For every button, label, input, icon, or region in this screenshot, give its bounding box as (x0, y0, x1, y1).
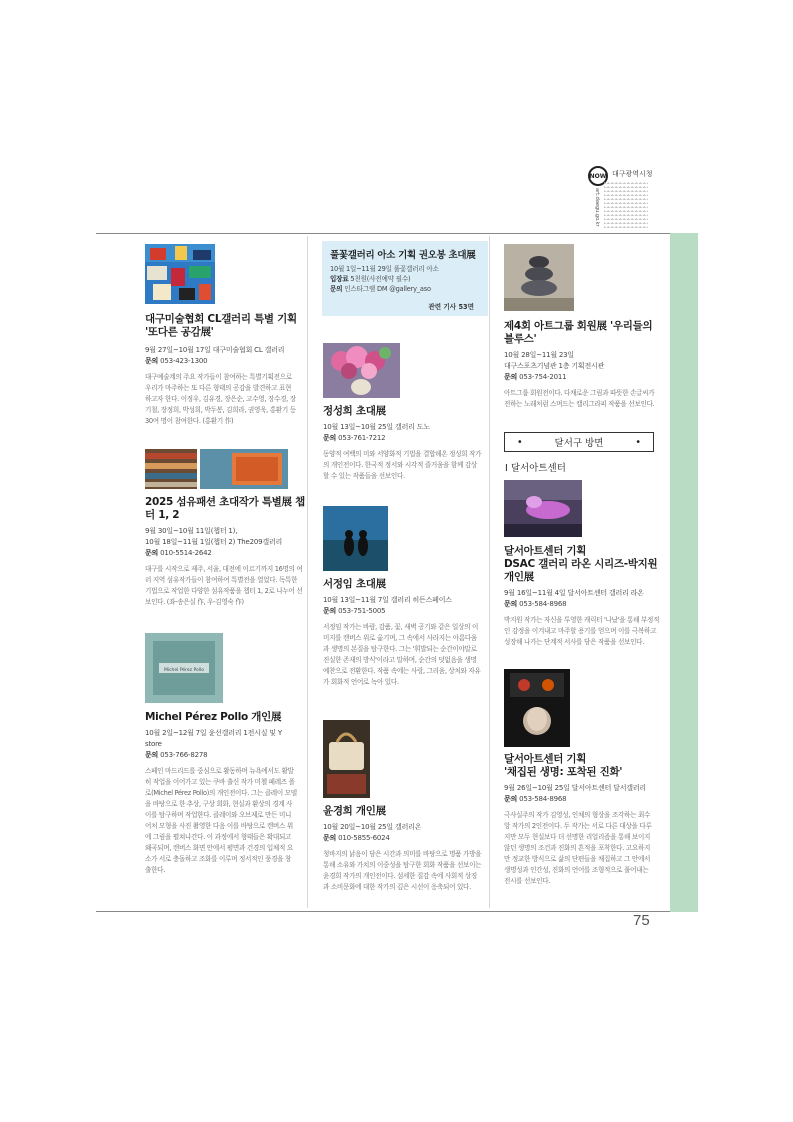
entry-date: 대구스포츠기념관 1층 기획전시관 (504, 362, 605, 370)
entry-title: DSAC 갤러리 라온 시리즈-박지원 개인展 (504, 558, 658, 583)
exhibition-entry (145, 496, 305, 608)
contact-phone[interactable]: 010-5514-2642 (160, 549, 212, 557)
artwork-image (323, 720, 370, 798)
contact-label: 문의 (145, 357, 159, 365)
entry-date: 10월 13일~11월 7일 갤러리 히든스페이스 (323, 596, 452, 604)
district-label: 달서구 방면 (554, 438, 604, 449)
side-accent-bar (670, 233, 698, 912)
contact-label: 문의 (504, 373, 518, 381)
promo-date: 10월 1일~11월 29일 풀꽃갤러리 아소 (330, 265, 439, 273)
exhibition-entry (145, 313, 297, 427)
entry-date: 10월 18일~11월 1일(챕터 2) The209갤러리 (145, 538, 283, 546)
exhibition-entry (323, 578, 483, 688)
district-heading (504, 432, 654, 452)
artwork-image (145, 633, 223, 703)
entry-date: 10월 20일~10월 25일 갤러리온 (323, 823, 422, 831)
entry-date: 9월 26일~10월 25일 달서아트센터 달서갤러리 (504, 784, 646, 792)
entry-description: 청바지의 낡음이 담은 시간과 의미를 바탕으로 명품 가방을 통해 소유와 가치의 이중성을 탐구한 회화 작품을 선보이는 윤경희 작가의 개인전이다. 섬세한 질감 속에 사회적 상징과 소비문화에 대한 작가의 깊은 시선이 응축되어 있다. (323, 850, 482, 891)
entry-description: 동양적 여백의 미와 서양화적 기법을 결합해온 정성희 작가의 개인전이다. 한국적 정서와 시각적 즐거움을 함께 감상할 수 있는 작품들을 선보인다. (323, 450, 482, 480)
entry-date: 9월 30일~10월 11일(챕터 1), (145, 527, 238, 535)
contact-label: 문의 (330, 285, 343, 293)
contact-phone[interactable]: 053-584-8968 (519, 600, 567, 608)
contact-phone[interactable]: 053-584-8968 (519, 795, 567, 803)
now-logo-icon: NOW (588, 166, 608, 186)
contact-instagram[interactable]: 인스타그램 DM @gallery_aso (344, 285, 431, 293)
contact-label: 문의 (145, 751, 159, 759)
contact-phone[interactable]: 053-423-1300 (160, 357, 208, 365)
contact-phone[interactable]: 053-754-2011 (519, 373, 567, 381)
entry-title: 윤경희 개인展 (323, 805, 386, 817)
column-divider (307, 236, 308, 908)
entry-date: 10월 13일~10월 25일 갤러리 도노 (323, 423, 430, 431)
entry-title: 달서아트센터 기획 (504, 545, 587, 557)
bottom-divider (96, 911, 670, 912)
entry-date: 10월 2일~12월 7일 윤선갤러리 1전시실 및 Y store (145, 729, 282, 748)
exhibition-entry (323, 805, 483, 893)
artwork-image (200, 449, 288, 489)
exhibition-entry (504, 545, 664, 648)
admission-value: 5천원(사전예약 필수) (350, 275, 411, 283)
entry-title: Michel Pérez Pollo 개인展 (145, 711, 282, 723)
entry-title: '또다른 공감展' (145, 326, 214, 338)
exhibition-entry (504, 320, 656, 410)
promo-details (330, 264, 484, 294)
bullet: • (635, 436, 641, 448)
column-divider (489, 236, 490, 908)
entry-title: 제4회 아트그룹 회원展 '우리들의 블루스' (504, 320, 653, 345)
image-caption-text: Michel Pérez Pollo (163, 668, 205, 673)
entry-title: 2025 섬유패션 초대작가 특별展 챕터 1, 2 (145, 496, 305, 521)
entry-date: 9월 27일~10월 17일 대구미술협회 CL 갤러리 (145, 346, 285, 354)
entry-description: 극사실주의 작가 김영성, 인체의 형상을 조각하는 최수앙 작가의 2인전이다. 두 작가는 서로 다른 대상을 다루지만 모두 현실보다 더 선명한 리얼리즘을 통해 보이지 않던 생명의 조건과 진화의 흔적을 포착한다. 고요하지만 정교한 방식으로 삶의 단편들을 채집하고 그 안에서 생명성과 인간성, 진화의 언어를 조형적으로 풀어내는 전시를 선보인다. (504, 811, 652, 885)
entry-date: 10월 28일~11월 23일 (504, 351, 574, 359)
badge-caption: art.daegu.go.kr (594, 188, 600, 227)
entry-title: 대구미술협회 CL갤러리 특별 기획 (145, 313, 297, 325)
artwork-image (504, 480, 582, 537)
contact-phone[interactable]: 053-761-7212 (338, 434, 386, 442)
promo-title: 풀꽃갤러리 아소 기획 권오봉 초대展 (330, 250, 476, 261)
venue-subheading: I 달서아트센터 (505, 463, 566, 474)
artwork-image (145, 244, 215, 304)
bullet: • (517, 436, 523, 448)
exhibition-entry (504, 753, 656, 887)
artwork-image (504, 244, 574, 311)
contact-phone[interactable]: 010-5855-6024 (338, 834, 390, 842)
entry-title: 달서아트센터 기획 (504, 753, 587, 765)
contact-phone[interactable]: 053-766-8278 (160, 751, 208, 759)
entry-description: 서정임 작가는 바람, 감품, 꽃, 새벽 공기와 같은 일상의 이미지를 캔버스 위로 옮기며, 그 속에서 사라지는 아름다움과 생명의 본질을 탐구한다. 그는 '휘발되는 순간이야말로 진실한 존재의 방식'이라고 말하며, 순간의 덧없음을 생명 예찬으로 전환한다. 작품 속에는 사랑, 그리움, 상처와 자유가 회화적 언어로 녹아 있다. (323, 623, 481, 686)
contact-label: 문의 (504, 795, 518, 803)
related-article-link[interactable]: 관련 기사 53면 (428, 303, 474, 311)
entry-description: 박지원 작가는 자신을 투영한 캐릭터 '나났'을 통해 부정적인 감정을 이겨내고 마주할 용기를 얻으며 이를 극복하고 성장해 나가는 단계적 서사를 담은 작품을 선보인다. (504, 616, 660, 646)
exhibition-entry (323, 405, 483, 482)
contact-label: 문의 (323, 434, 337, 442)
entry-title: '채집된 생명: 포착된 진화' (504, 766, 623, 778)
contact-label: 문의 (323, 834, 337, 842)
entry-description: 스페인 마드리드를 중심으로 활동하며 뉴욕에서도 활발히 작업을 이어가고 있는 쿠바 출신 작가 미첼 페레즈 폴로(Michel Pérez Pollo)의 개인전이다. 그는 클레이 모델을 바탕으로 한 추상, 구상 회화, 현실과 환상의 경계 사이를 탐구하며 작업한다. 클레이와 오브제로 만든 미니어처 모형을 사진 촬영한 다음 이를 바탕으로 캔버스 위에 그림을 펼쳐나간다. 이 과정에서 형태들은 확대되고 왜곡되며, 캔버스 화면 안에서 평면과 건경의 입체적 요소가 서로 충돌하고 조화를 이루며 정서적인 풍경을 창출한다. (145, 767, 297, 874)
top-divider (96, 233, 670, 234)
entry-title: 서정임 초대展 (323, 578, 386, 590)
badge-title: 대구광역시청 (612, 170, 653, 178)
qr-code-icon[interactable] (604, 180, 648, 230)
admission-label: 입장료 (330, 275, 349, 283)
contact-phone[interactable]: 053-751-5005 (338, 607, 386, 615)
entry-date: 9월 16일~11월 4일 달서아트센터 갤러리 라온 (504, 589, 644, 597)
contact-label: 문의 (323, 607, 337, 615)
artwork-image (145, 449, 197, 489)
artwork-image (323, 343, 400, 398)
entry-title: 정성희 초대展 (323, 405, 386, 417)
page-number: 75 (633, 912, 650, 929)
header-badge (588, 166, 658, 232)
entry-description: 대구를 시작으로 제주, 서울, 대전에 이르기까지 16명의 여러 지역 섬유작가들이 참여하여 특별전을 열었다. 독특한 기법으로 작업한 다양한 섬유작품을 챕터 1, 2로 나누어 선보인다. (좌-송은실 作, 우-김영숙 作) (145, 565, 303, 606)
artwork-image (504, 669, 570, 747)
contact-label: 문의 (145, 549, 159, 557)
artwork-image (323, 506, 388, 571)
promo-box (322, 241, 488, 316)
contact-label: 문의 (504, 600, 518, 608)
entry-description: 아트그룹 회원전이다. 다채로운 그림과 따뜻한 손글씨가 전하는 노래처럼 스며드는 캘리그라피 작품을 선보인다. (504, 389, 655, 408)
entry-description: 대구예술계의 주요 작가들이 참여하는 특별기획전으로 우리가 마주하는 또 다른 형태의 공감을 발견하고 표현하고자 한다. 이정우, 김유경, 장은순, 고수영, 장수경, 장기철, 장정희, 박성희, 박두봉, 김희라, 권영욱, 홍환기 등 30여 명이 참여한다. (홍환기 作) (145, 373, 296, 425)
exhibition-entry (145, 711, 297, 876)
